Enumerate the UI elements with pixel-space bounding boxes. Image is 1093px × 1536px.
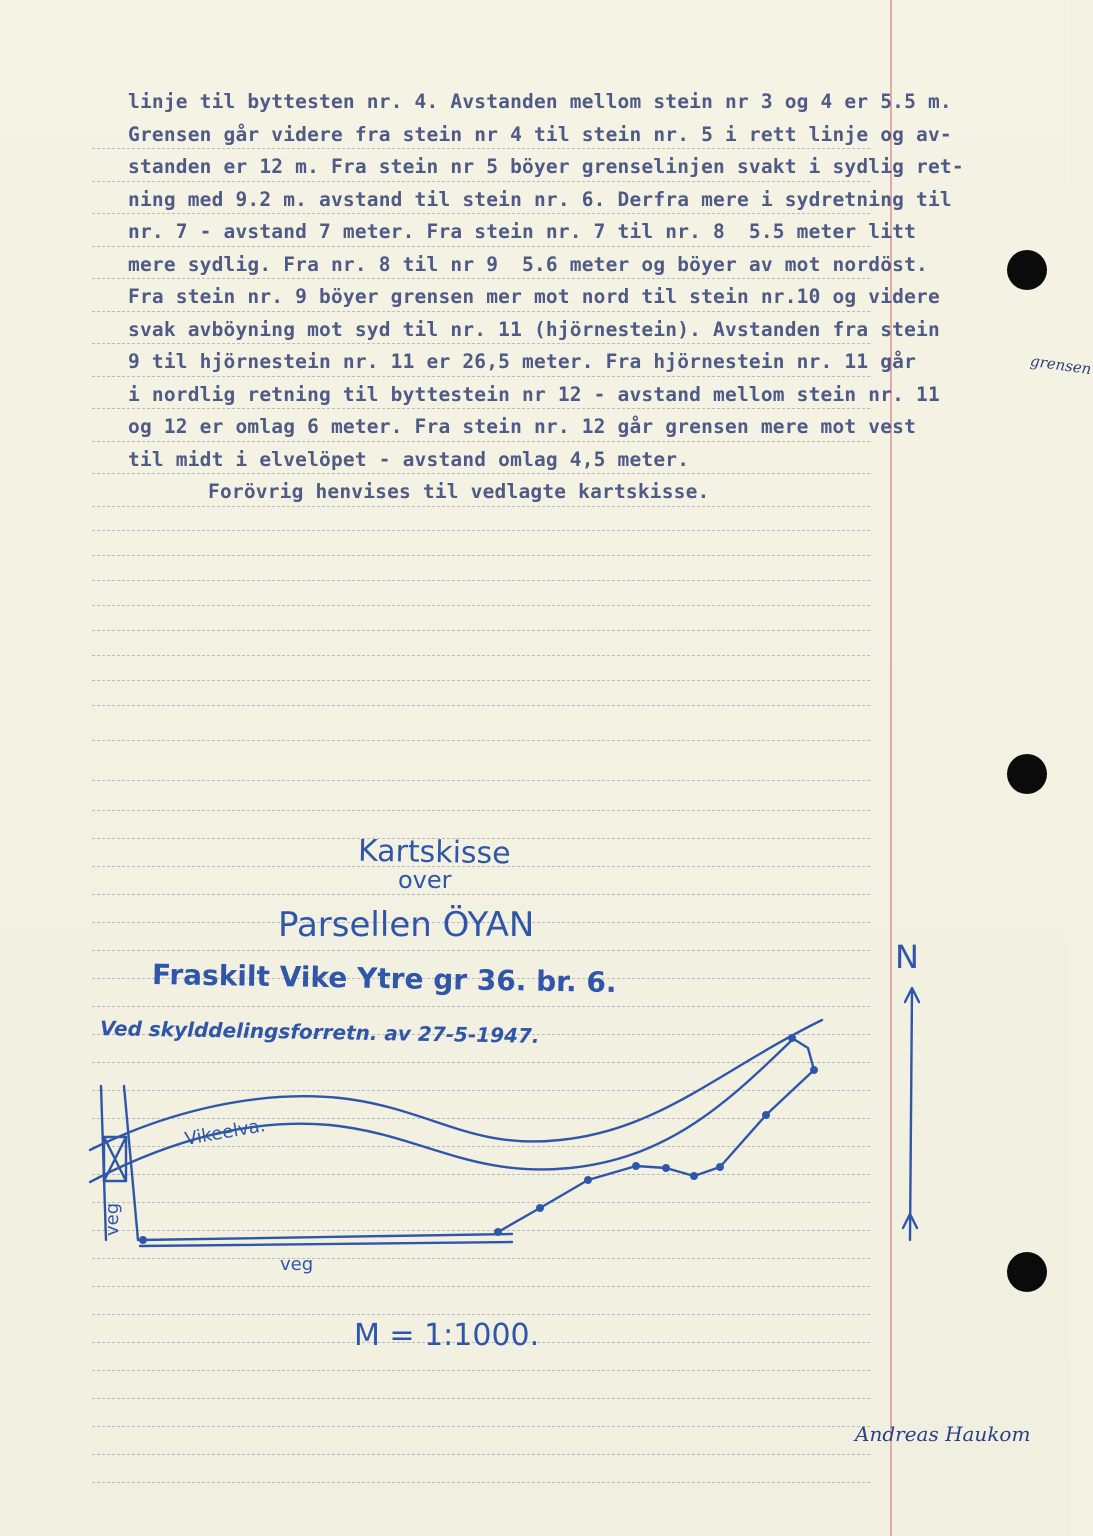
boundary-stone — [810, 1066, 818, 1074]
boundary-stone — [494, 1228, 502, 1236]
road-horizontal-bottom-edge — [140, 1242, 512, 1246]
boundary-stone — [536, 1204, 544, 1212]
typed-line: nr. 7 - avstand 7 meter. Fra stein nr. 7 til nr. 8 5.5 meter litt — [128, 220, 917, 243]
closing-line: Forövrig henvises til vedlagte kartskisse. — [208, 480, 710, 503]
boundary-stone — [632, 1162, 640, 1170]
typed-line: Fra stein nr. 9 böyer grensen mer mot nord til stein nr.10 og videre — [128, 285, 940, 308]
sketch-title-fraskilt: Fraskilt Vike Ytre gr 36. br. 6. — [151, 957, 617, 1000]
typed-line: ning med 9.2 m. avstand til stein nr. 6. Derfra mere i sydretning til — [128, 187, 952, 211]
north-label: N — [895, 938, 919, 976]
road-label-horizontal: veg — [280, 1254, 314, 1275]
typed-line: 9 til hjörnestein nr. 11 er 26,5 meter. Fra hjörnestein nr. 11 går — [128, 350, 917, 373]
margin-annotation: grensen — [1029, 351, 1093, 379]
scale-label: M = 1:1000. — [354, 1318, 540, 1353]
parcel-boundary — [498, 1038, 814, 1232]
typed-line: i nordlig retning til byttestein nr 12 - avstand mellom stein nr. 11 — [128, 382, 940, 406]
typed-line: og 12 er omlag 6 meter. Fra stein nr. 12 går grensen mere mot vest — [128, 415, 917, 438]
typed-line: linje til byttesten nr. 4. Avstanden mellom stein nr 3 og 4 er 5.5 m. — [128, 90, 952, 113]
sketch-title-kartskisse: Kartskisse — [357, 833, 511, 872]
boundary-stone — [716, 1163, 724, 1171]
typed-line: standen er 12 m. Fra stein nr 5 böyer grenselinjen svakt i sydlig ret- — [128, 155, 964, 178]
boundary-stone — [690, 1172, 698, 1180]
signature: Andreas Haukom — [855, 1422, 1031, 1446]
road-horizontal-top-edge — [140, 1234, 512, 1240]
typed-line: svak avböyning mot syd til nr. 11 (hjörnestein). Avstanden fra stein — [128, 317, 940, 341]
boundary-stone — [584, 1176, 592, 1184]
typed-line: Grensen går videre fra stein nr 4 til stein nr. 5 i rett linje og av- — [128, 122, 952, 146]
boundary-stone — [788, 1034, 796, 1042]
boundary-stone — [762, 1111, 770, 1119]
sketch-title-forretning: Ved skylddelingsforretn. av 27-5-1947. — [99, 1016, 540, 1048]
boundary-stone — [662, 1164, 670, 1172]
north-arrow-shaft — [910, 990, 912, 1240]
boundary-stone — [139, 1236, 147, 1244]
sketch-title-parcel: Parsellen ÖYAN — [278, 905, 535, 945]
typed-line: til midt i elvelöpet - avstand omlag 4,5 meter. — [128, 447, 690, 471]
road-label-vertical: veg — [102, 1202, 123, 1236]
river-label: Vikeelva. — [183, 1115, 267, 1150]
sketch-title-over: over — [398, 866, 452, 894]
typed-line: mere sydlig. Fra nr. 8 til nr 9 5.6 meter og böyer av mot nordöst. — [128, 252, 928, 276]
